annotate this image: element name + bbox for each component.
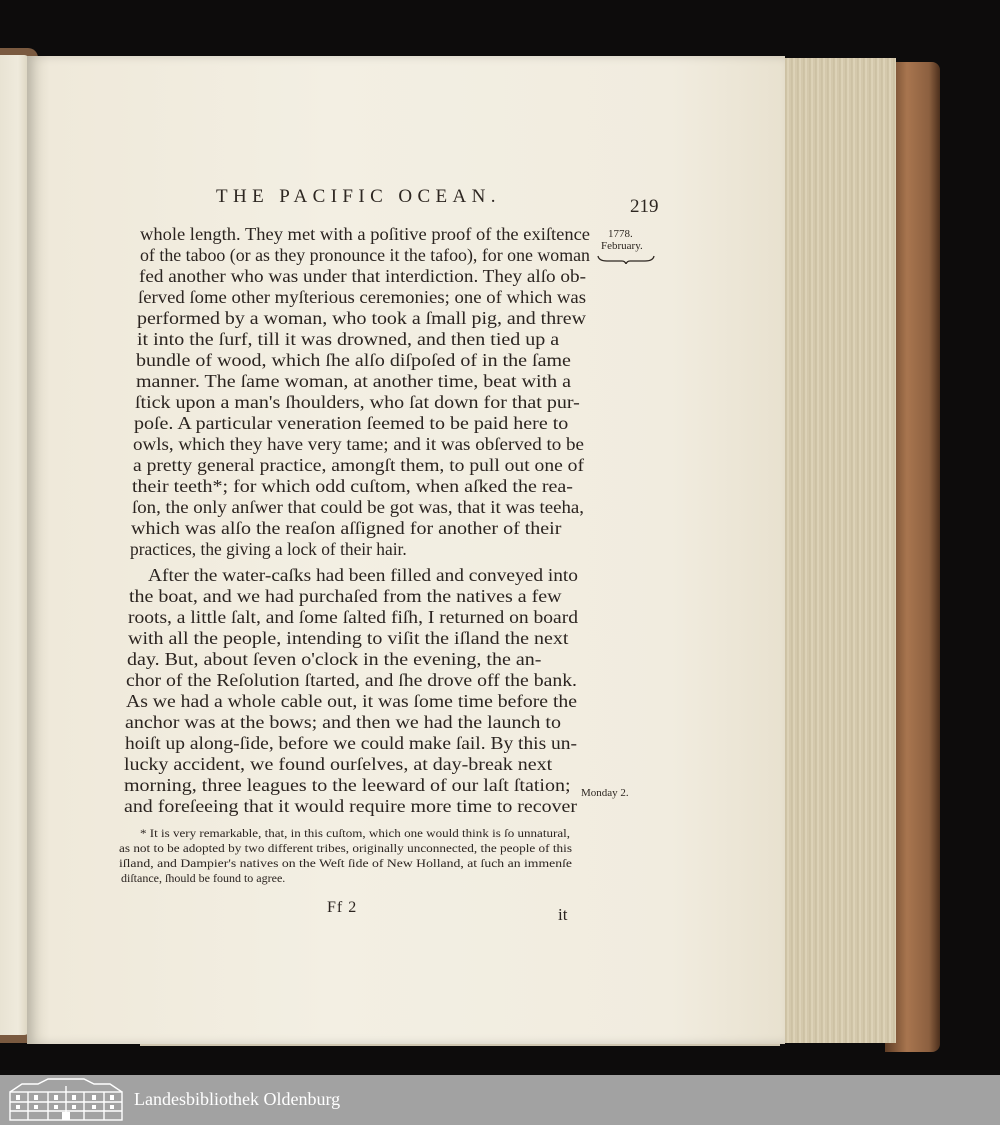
text-line: morning, three leagues to the leeward of our laſt ſtation; bbox=[124, 775, 571, 795]
text-line: After the water-caſks had been filled and conveyed into bbox=[148, 565, 578, 585]
library-building-icon bbox=[8, 1078, 124, 1122]
text-line: ſon, the only anſwer that could be got was, that it was teeha, bbox=[132, 497, 584, 517]
text-line: which was alſo the reaſon aſſigned for another of their bbox=[131, 518, 562, 538]
signature-mark: Ff 2 bbox=[327, 899, 358, 916]
text-line: hoiſt up along-ſide, before we could make ſail. By this un- bbox=[125, 733, 577, 753]
text-line: roots, a little ſalt, and ſome ſalted fiſh, I returned on board bbox=[128, 607, 578, 627]
footnote-line: * It is very remarkable, that, in this cuſtom, which one would think is ſo unnatural, bbox=[140, 826, 570, 840]
text-line: with all the people, intending to viſit the iſland the next bbox=[128, 628, 569, 648]
catchword: it bbox=[558, 905, 568, 924]
text-line: lucky accident, we found ourſelves, at day-break next bbox=[124, 754, 553, 774]
text-line: performed by a woman, who took a ſmall pig, and threw bbox=[137, 308, 586, 328]
text-line: ſerved ſome other myſterious ceremonies; one of which was bbox=[138, 287, 586, 307]
text-line: anchor was at the bows; and then we had the launch to bbox=[125, 712, 561, 732]
text-line: day. But, about ſeven o'clock in the evening, the an- bbox=[127, 649, 542, 669]
text-line: a pretty general practice, amongſt them, to pull out one of bbox=[133, 455, 584, 475]
text-line: it into the ſurf, till it was drowned, and then tied up a bbox=[137, 329, 560, 349]
text-line: practices, the giving a lock of their hair. bbox=[130, 539, 407, 559]
margin-note-month: February. bbox=[601, 240, 643, 252]
page-number: 219 bbox=[630, 196, 659, 217]
margin-brace bbox=[597, 254, 655, 264]
text-line: manner. The ſame woman, at another time, beat with a bbox=[136, 371, 572, 391]
text-line: fed another who was under that interdiction. They alſo ob- bbox=[139, 266, 586, 286]
text-line: bundle of wood, which ſhe alſo diſpoſed of in the ſame bbox=[136, 350, 571, 370]
text-line: and foreſeeing that it would require more time to recover bbox=[124, 796, 577, 816]
text-line: whole length. They met with a poſitive proof of the exiſtence bbox=[140, 224, 590, 244]
footer-bar bbox=[0, 1075, 1000, 1125]
footnote-line: as not to be adopted by two different tribes, originally unconnected, the people of this bbox=[119, 841, 572, 855]
text-line: owls, which they have very tame; and it was obſerved to be bbox=[133, 434, 584, 454]
text-line: chor of the Reſolution ſtarted, and ſhe drove off the bank. bbox=[126, 670, 577, 690]
text-line: As we had a whole cable out, it was ſome time before the bbox=[126, 691, 577, 711]
text-line: poſe. A particular veneration ſeemed to be paid here to bbox=[134, 413, 569, 433]
text-line: their teeth*; for which odd cuſtom, when aſked the rea- bbox=[132, 476, 573, 496]
margin-note-date: Monday 2. bbox=[581, 787, 629, 799]
footnote-line: iſland, and Dampier's natives on the Weſt ſide of New Holland, at ſuch an immenſe bbox=[119, 856, 572, 870]
text-line: ſtick upon a man's ſhoulders, who ſat down for that pur- bbox=[135, 392, 580, 412]
footnote-line: diſtance, ſhould be found to agree. bbox=[121, 871, 286, 885]
page-stack-edge bbox=[776, 58, 896, 1043]
running-head: THE PACIFIC OCEAN. bbox=[216, 186, 501, 207]
margin-note-year: 1778. bbox=[608, 228, 633, 240]
text-line: of the taboo (or as they pronounce it the tafoo), for one woman bbox=[140, 245, 590, 265]
text-line: the boat, and we had purchaſed from the natives a few bbox=[129, 586, 562, 606]
left-page-edge bbox=[0, 55, 30, 1035]
library-name: Landesbibliothek Oldenburg bbox=[134, 1089, 341, 1109]
